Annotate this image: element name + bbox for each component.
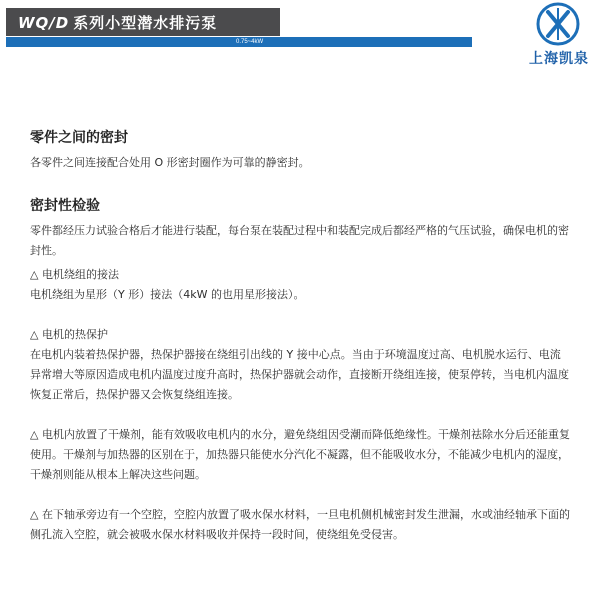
document-body	[30, 118, 570, 545]
page-header	[0, 0, 600, 70]
section-title-winding: △ 电机绕组的接法	[30, 268, 119, 281]
power-range: 0.75~4kW	[236, 39, 264, 45]
logo-text: 上海凯泉	[529, 51, 589, 67]
section-text-thermal: 在电机内装着热保护器，热保护器接在绕组引出线的 Y 接中心点。当由于环境温度过高、电机脱水运行、电流异常增大等原因造成电机内温度过度升高时，热保护器就会动作，直接断开绕组连接，使泵停转，当电机内温度恢复正常后，热保护器又会恢复绕组连接。	[30, 348, 569, 401]
company-logo	[520, 2, 598, 72]
section-text-cavity: △ 在下轴承旁边有一个空腔，空腔内放置了吸水保水材料，一旦电机侧机械密封发生泄漏，水或油经轴承下面的侧孔流入空腔，就会被吸水保水材料吸收并保持一段时间，使绕组免受侵害。	[30, 508, 570, 541]
section-title-seal: 零件之间的密封	[30, 130, 128, 146]
page-title	[18, 12, 217, 33]
kaiquan-logo-icon	[536, 2, 580, 46]
model-code: WQ/D	[18, 14, 70, 32]
section-title-test: 密封性检验	[30, 198, 100, 214]
series-title: 系列小型潜水排污泵	[73, 14, 218, 32]
section-text-seal: 各零件之间连接配合处用 O 形密封圈作为可靠的静密封。	[30, 156, 310, 169]
section-text-test: 零件都经压力试验合格后才能进行装配，每台泵在装配过程中和装配完成后都经严格的气压试验，确保电机的密封性。	[30, 224, 569, 257]
section-title-thermal: △ 电机的热保护	[30, 328, 108, 341]
section-text-winding: 电机绕组为星形（Y 形）接法（4kW 的也用星形接法）。	[30, 288, 305, 301]
title-bar	[6, 8, 280, 36]
section-text-desiccant: △ 电机内放置了干燥剂，能有效吸收电机内的水分，避免绕组因受潮而降低绝缘性。干燥剂祛除水分后还能重复使用。干燥剂与加热器的区别在于，加热器只能使水分汽化不凝露，但不能吸收水分，不能减少电机内的湿度，干燥剂则能从根本上解决这些问题。	[30, 428, 570, 481]
